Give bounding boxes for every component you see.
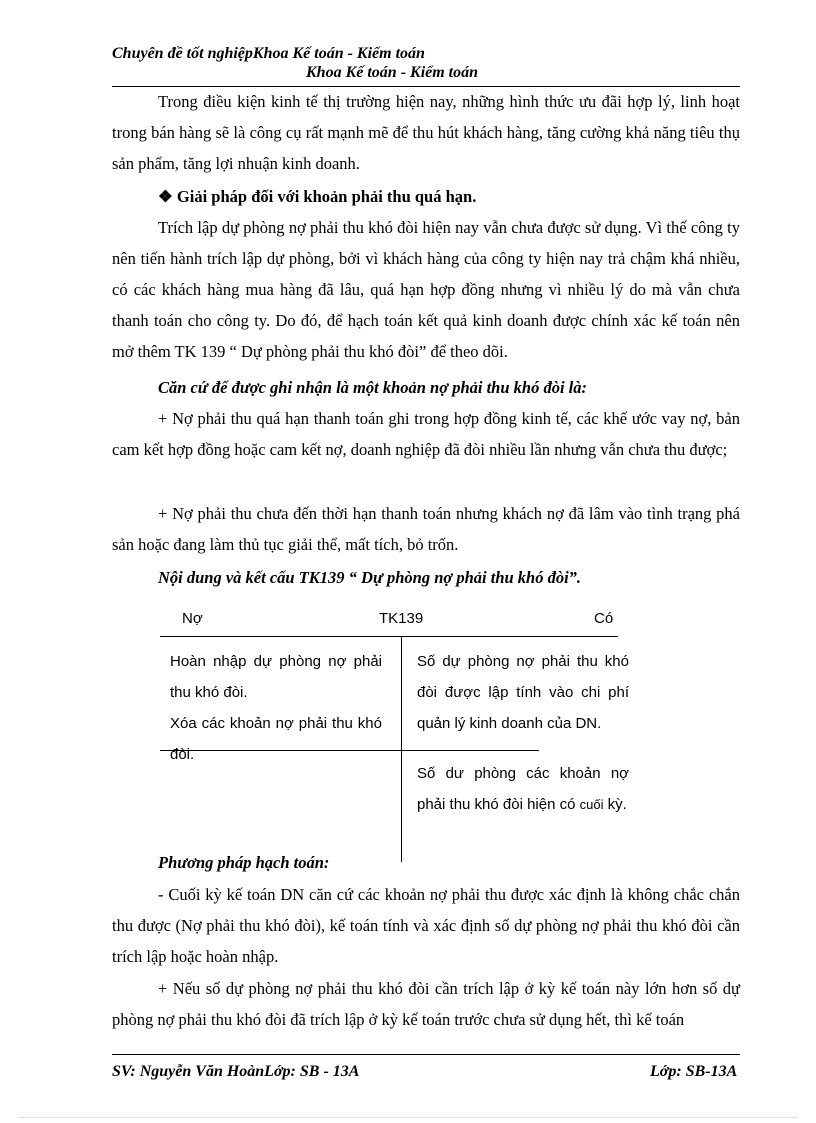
- t-account-debit-entry-writeoff: Xóa các khoản nợ phải thu khó đòi.: [170, 715, 382, 763]
- t-account-debit-label: Nợ: [182, 610, 203, 627]
- footer-class: Lớp: SB-13A: [650, 1063, 738, 1080]
- paragraph-sales-incentives: Trong điều kiện kinh tế thị trường hiện nay, những hình thức ưu đãi hợp lý, linh hoạt trong bán hàng sẽ là công cụ rất mạnh mẽ để thu hút khách hàng, tăng cường khả năng tiêu thụ sản phẩm, tăng lợi nhuận kinh doanh.: [112, 92, 740, 173]
- t-account-credit-balance-end: kỳ.: [607, 796, 627, 813]
- t-account-credit-balance-tail: cuối: [579, 797, 604, 812]
- footer-student: SV: Nguyễn Văn HoànLớp: SB - 13A: [112, 1063, 360, 1080]
- t-account-name: TK139: [379, 610, 424, 627]
- t-account-credit-label: Có: [594, 610, 614, 627]
- heading-recognition-basis: Căn cứ để được ghi nhận là một khoản nợ phải thu khó đòi là:: [158, 378, 587, 397]
- heading-tk139-content: Nội dung và kết cấu TK139 “ Dự phòng nợ phải thu khó đòi”.: [158, 568, 582, 587]
- t-account-center-rule: [401, 636, 402, 862]
- heading-overdue-solution-text: Giải pháp đối với khoản phải thu quá hạn.: [176, 187, 477, 206]
- t-account-top-rule: [160, 636, 618, 637]
- paragraph-basis-bankrupt: + Nợ phải thu chưa đến thời hạn thanh toán nhưng khách nợ đã lâm vào tình trạng phá sản hoặc đang làm thủ tục giải thể, mất tích, bỏ trốn.: [112, 504, 740, 554]
- paragraph-basis-overdue: + Nợ phải thu quá hạn thanh toán ghi trong hợp đồng kinh tế, các khế ước vay nợ, bản cam kết hợp đồng hoặc cam kết nợ, doanh nghiệp đã đòi nhiều lần nhưng vẫn chưa thu được;: [112, 409, 740, 459]
- paragraph-method-increase: + Nếu số dự phòng nợ phải thu khó đòi cần trích lập ở kỳ kế toán này lớn hơn số dự phòng nợ phải thu khó đòi đã trích lập ở kỳ kế toán trước chưa sử dụng hết, thì kế toán: [112, 979, 740, 1029]
- page-edge-dotted: [20, 1117, 796, 1118]
- t-account-debit-entries: [170, 646, 382, 770]
- header-title-line2: Khoa Kế toán - Kiểm toán: [306, 64, 479, 81]
- header-title-line1: Chuyên đề tốt nghiệpKhoa Kế toán - Kiểm toán: [112, 45, 425, 62]
- t-account-credit-entry-provision: Số dự phòng nợ phải thu khó đòi được lập tính vào chi phí quản lý kinh doanh của DN.: [417, 653, 629, 732]
- heading-overdue-solution: [112, 181, 740, 212]
- t-account-credit-balance-text: Số dư phòng các khoản nợ phải thu khó đòi hiện có: [417, 765, 629, 813]
- bullet-diamond-icon: ❖: [158, 187, 173, 206]
- heading-accounting-method: Phương pháp hạch toán:: [158, 853, 330, 872]
- footer-rule: [112, 1054, 740, 1055]
- paragraph-provision: Trích lập dự phòng nợ phải thu khó đòi hiện nay vẫn chưa được sử dụng. Vì thế công ty nên tiến hành trích lập dự phòng, bởi vì khách hàng của công ty hiện nay trả chậm khá nhiều, có các khách hàng mua hàng đã lâu, quá hạn hợp đồng nhưng vì nhiều lý do mà vẫn chưa thanh toán cho công ty. Do đó, để hạch toán kết quả kinh doanh được chính xác kế toán nên mở thêm TK 139 “ Dự phòng phải thu khó đòi” để theo dõi.: [112, 218, 740, 361]
- t-account-debit-entry-reversal: Hoàn nhập dự phòng nợ phải thu khó đòi.: [170, 653, 382, 701]
- paragraph-method-year-end: - Cuối kỳ kế toán DN căn cứ các khoản nợ phải thu được xác định là không chắc chắn thu được (Nợ phải thu khó đòi), kế toán tính và xác định số dự phòng nợ phải thu khó đòi cần trích lập hoặc hoàn nhập.: [112, 885, 740, 966]
- t-account-credit-balance: [417, 758, 629, 820]
